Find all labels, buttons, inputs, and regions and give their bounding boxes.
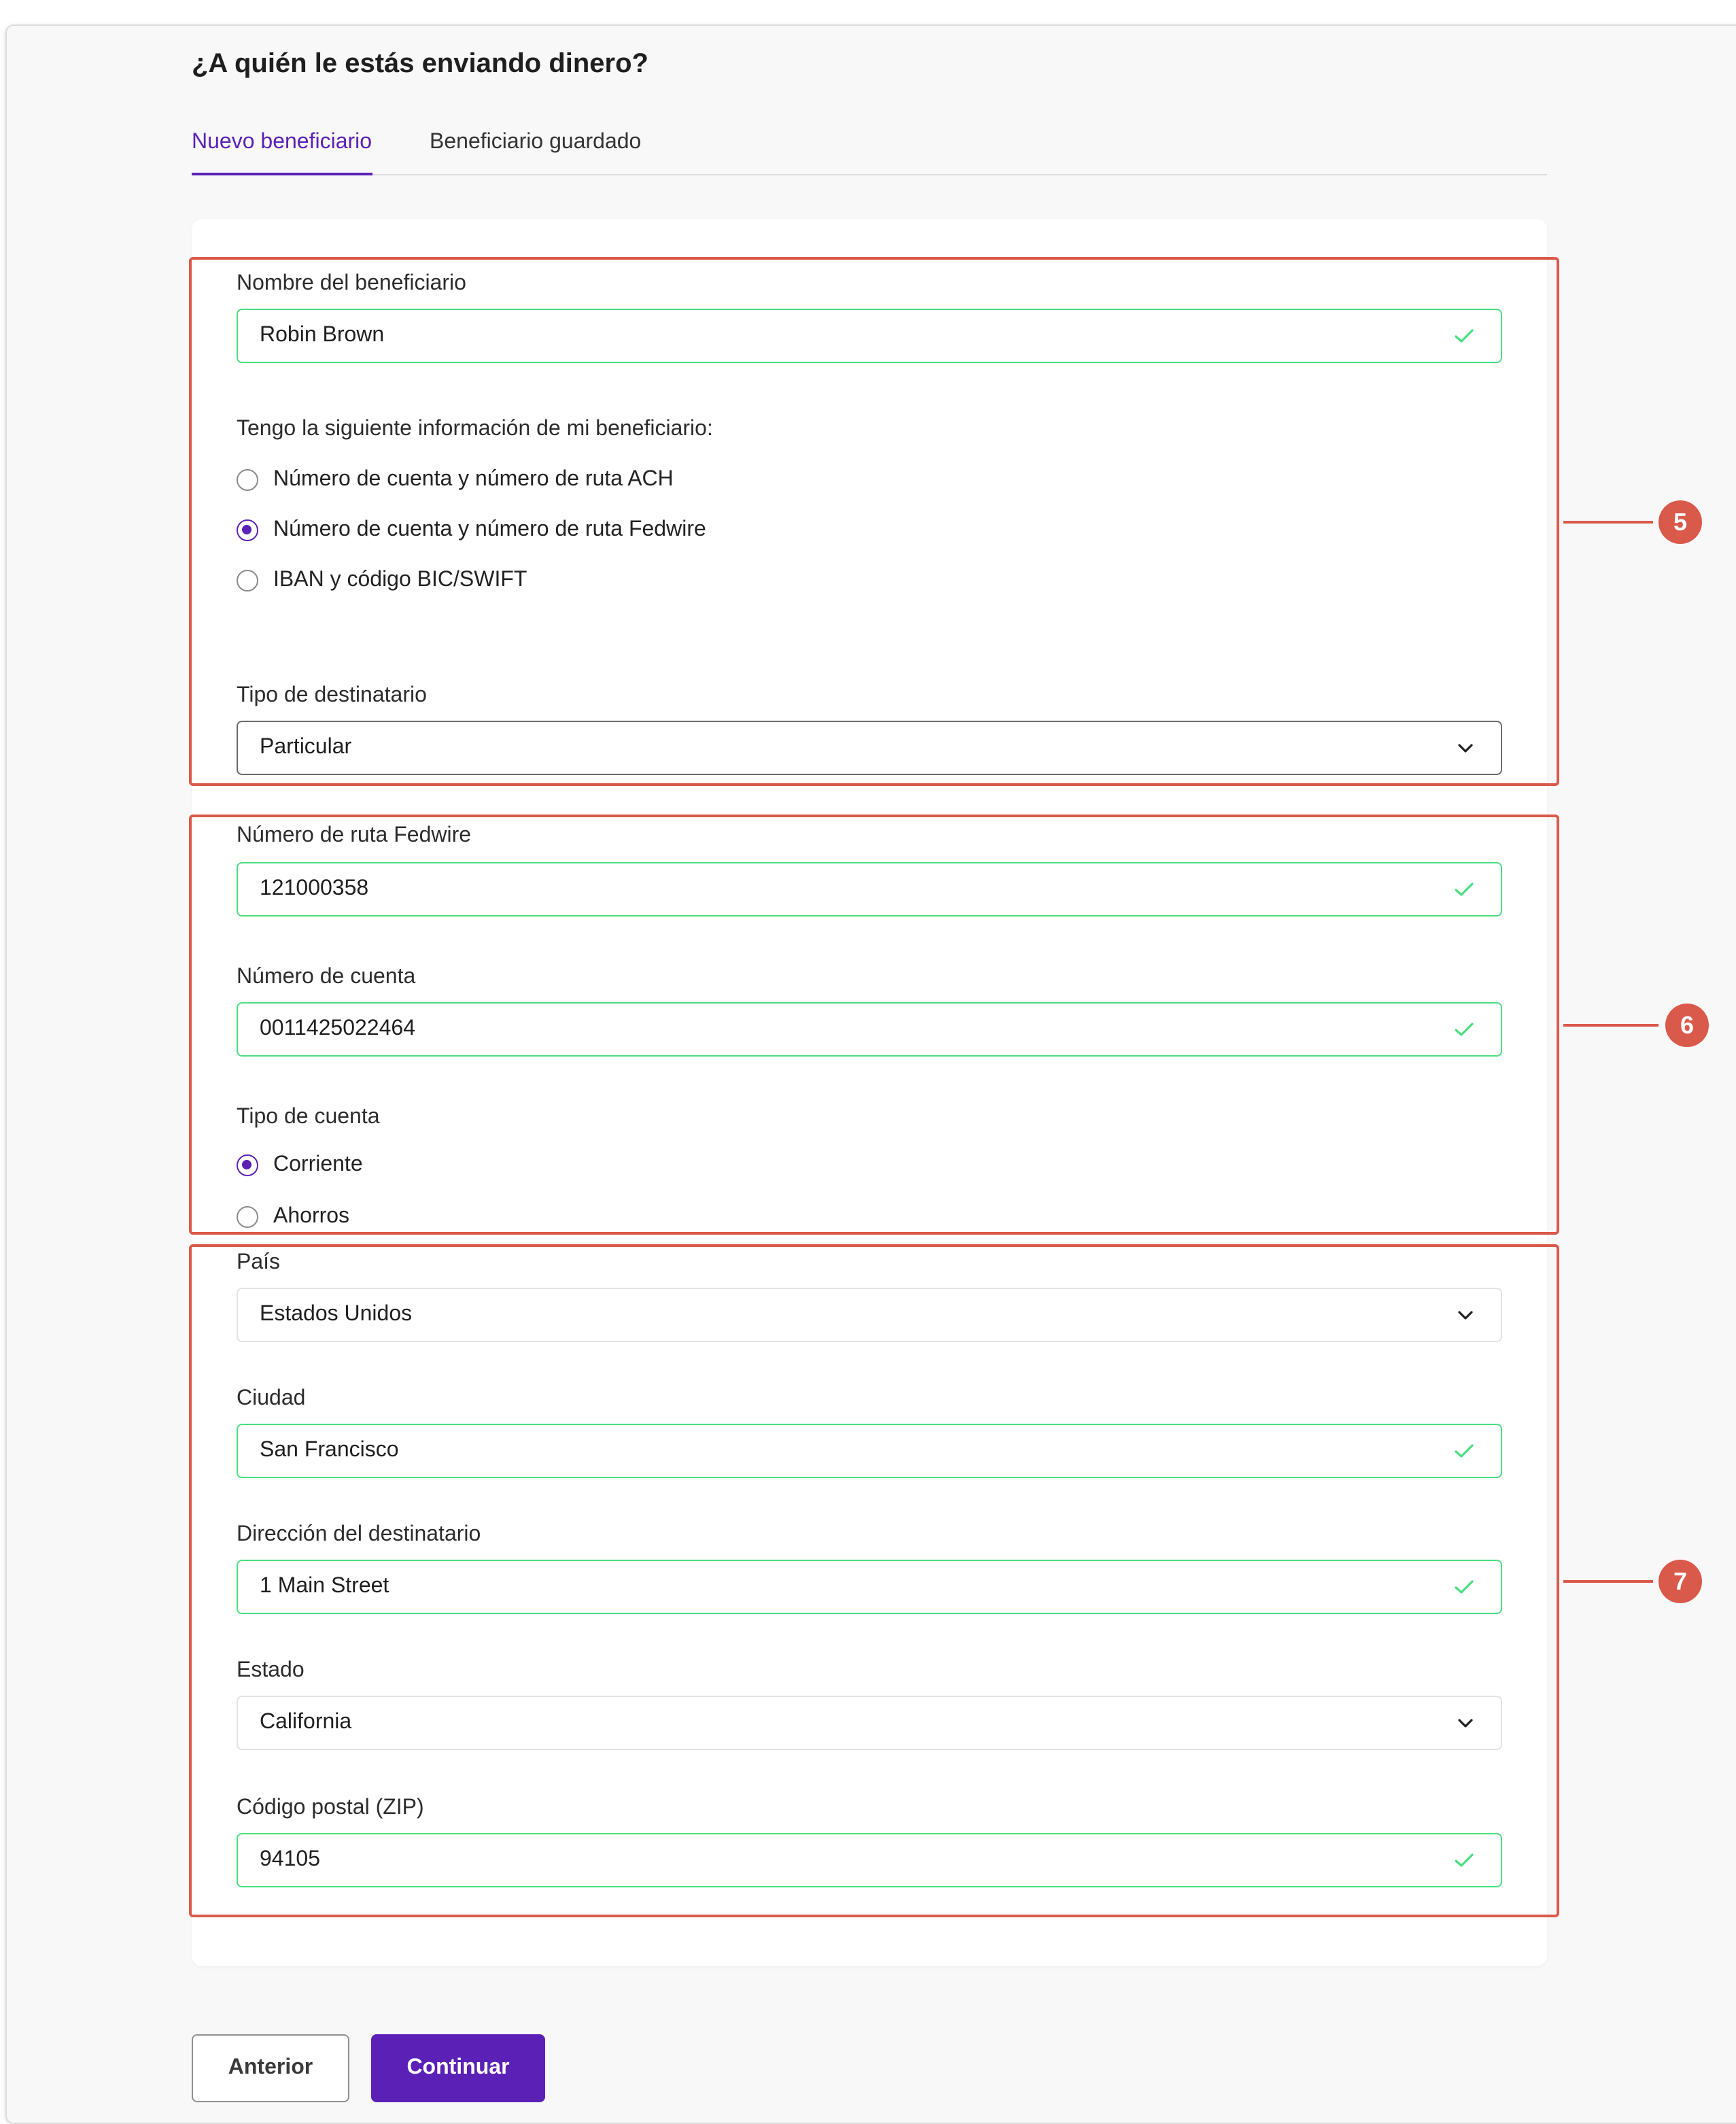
radio-option-label: Número de cuenta y número de ruta ACH: [273, 468, 674, 491]
highlight-box-5: [189, 257, 1559, 786]
address-label: Dirección del destinatario: [237, 1523, 481, 1546]
highlight-box-6: [189, 815, 1559, 1235]
callout-badge-6: 6: [1665, 1004, 1709, 1047]
tab-new-beneficiary[interactable]: Nuevo beneficiario: [192, 131, 372, 175]
account-number-value: 0011425022464: [260, 1017, 415, 1040]
radio-option-label: Ahorros: [273, 1205, 350, 1228]
state-value: California: [260, 1711, 352, 1734]
callout-badge-7: 7: [1659, 1560, 1702, 1603]
country-value: Estados Unidos: [260, 1303, 413, 1326]
beneficiary-name-value: Robin Brown: [260, 324, 385, 347]
page-title: ¿A quién le estás enviando dinero?: [192, 49, 648, 79]
recipient-type-value: Particular: [260, 736, 352, 759]
previous-button[interactable]: Anterior: [192, 2034, 349, 2102]
callout-badge-5: 5: [1659, 500, 1702, 544]
radio-option-label: Corriente: [273, 1153, 363, 1176]
address-value: 1 Main Street: [260, 1575, 389, 1598]
highlight-box-7: [189, 1244, 1559, 1917]
account-type-label: Tipo de cuenta: [237, 1106, 380, 1129]
tab-saved-beneficiary[interactable]: Beneficiario guardado: [430, 131, 642, 154]
beneficiary-name-label: Nombre del beneficiario: [237, 272, 466, 295]
account-number-label: Número de cuenta: [237, 965, 416, 989]
radio-option-label: Número de cuenta y número de ruta Fedwire: [273, 518, 706, 541]
radio-option-label: IBAN y código BIC/SWIFT: [273, 568, 527, 592]
tab-bar: [192, 131, 1547, 175]
city-value: San Francisco: [260, 1439, 399, 1462]
zip-label: Código postal (ZIP): [237, 1796, 424, 1819]
zip-value: 94105: [260, 1848, 320, 1871]
city-label: Ciudad: [237, 1387, 306, 1410]
info-type-label: Tengo la siguiente información de mi beneficiario:: [237, 417, 713, 441]
continue-button[interactable]: Continuar: [371, 2034, 545, 2102]
callout-leader-6: [1563, 1024, 1659, 1027]
recipient-type-label: Tipo de destinatario: [237, 684, 427, 707]
country-label: País: [237, 1251, 281, 1274]
fedwire-routing-label: Número de ruta Fedwire: [237, 824, 472, 847]
callout-leader-5: [1563, 521, 1653, 524]
fedwire-routing-value: 121000358: [260, 877, 369, 900]
callout-leader-7: [1563, 1580, 1653, 1583]
state-label: Estado: [237, 1659, 305, 1682]
